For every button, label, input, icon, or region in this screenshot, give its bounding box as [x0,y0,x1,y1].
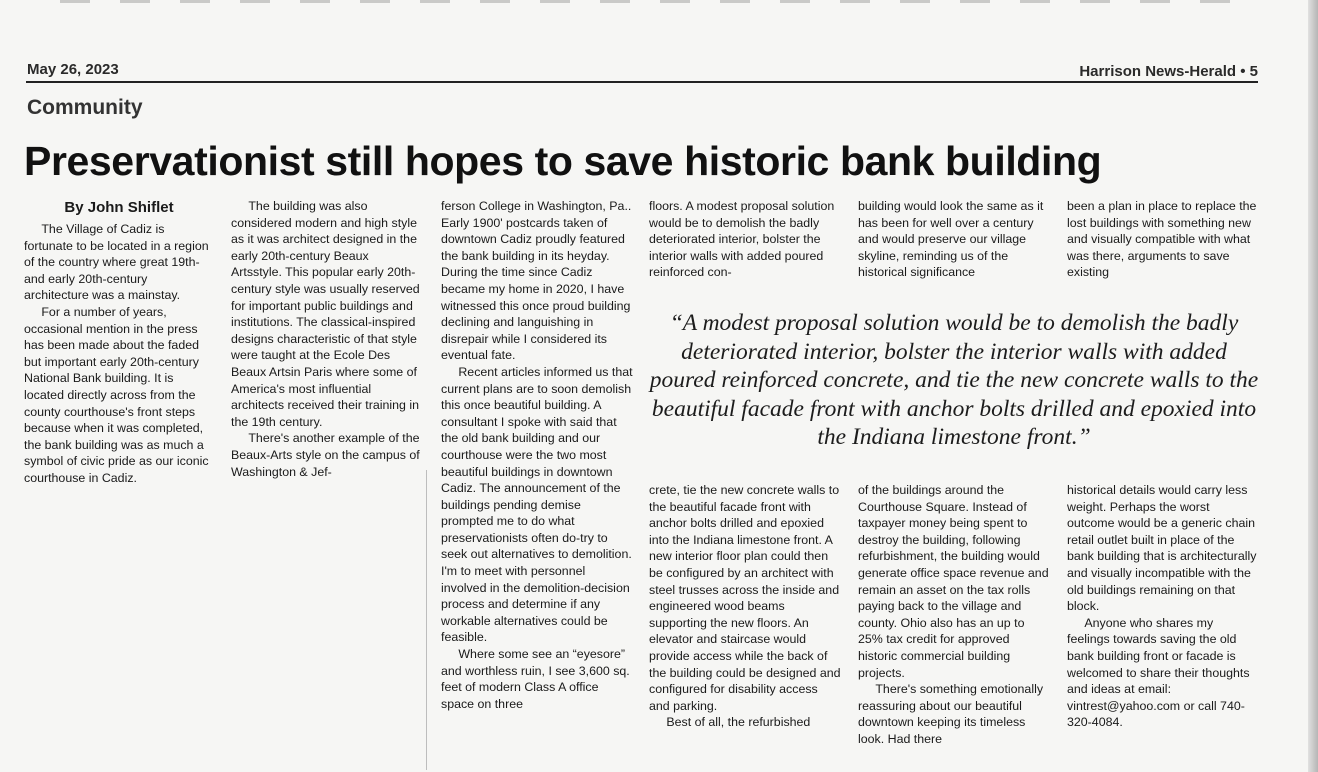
section-label: Community [27,96,143,119]
scan-right-edge [1308,0,1318,772]
publication-name: Harrison News-Herald • 5 [1079,63,1258,80]
paragraph: The building was also considered modern and high style as it was architect designed in the early 20th-century Beaux Artsstyle. This popular early 20th-century style was usually reserved for important public buildings and institutions. The classical-inspired designs characteristic of that style were taught at the Ecole Des Beaux Artsin Paris where some of America's most influential architects received their training in the 19th century. [231,199,420,429]
paragraph: been a plan in place to replace the lost buildings with something new and visually compatible with what was there, arguments to save existing [1067,199,1257,280]
paragraph: There's another example of the Beaux-Arts style on the campus of Washington & Jef- [231,431,420,479]
article-column-1 [24,198,214,518]
article-column-6-bottom [1067,482,1259,750]
pull-quote: “A modest proposal solution would be to demolish the badly deteriorated interior, bolster the interior walls with added poured reinforced concrete, and tie the new concrete walls to the beautiful facade front with anchor bolts drilled and epoxied into the Indiana limestone front.” [649,310,1259,450]
paragraph: Recent articles informed us that current plans are to soon demolish this once beautiful building. A consultant I spoke with said that the old bank building and our courthouse were the two most beautiful buildings in downtown Cadiz. The announcement of the buildings pending demise prompted me to do what preservationists often do-try to seek out alternatives to demolition. I'm to meet with personnel involved in the demolition-decision process and determine if any workable alternatives could be feasible. [441,364,633,645]
article-column-4-bottom [649,482,841,750]
paragraph: of the buildings around the Courthouse Square. Instead of taxpayer money being spent to destroy the building, following refurbishment, the building would generate office space revenue and remain an asset on the tax rolls paying back to the village and county. Ohio also has an up to 25% tax credit for approved historic commercial building projects. [858,483,1049,680]
article-column-5-bottom [858,482,1050,750]
article-column-4-top [649,198,839,288]
paragraph: ferson College in Washington, Pa.. Early 1900' postcards taken of downtown Cadiz proudly featured the bank building in its heyday. During the time since Cadiz became my home in 2020, I have witnessed this once proud building declining and languishing in disrepair while I considered its eventual fate. [441,199,632,363]
article-column-3 [441,198,633,750]
article-column-2 [231,198,421,498]
paragraph: Anyone who shares my feelings towards saving the old bank building front or facade is welcomed to share their thoughts and ideas at email: vintrest@yahoo.com or call 740-320-4084. [1067,615,1250,730]
byline: By John Shiflet [64,199,174,216]
paragraph: historical details would carry less weight. Perhaps the worst outcome would be a generic chain retail outlet built in place of the bank building that is architecturally and visually incompatible with the old buildings remaining on that block. [1067,483,1257,614]
article-column-5-top [858,198,1050,288]
headline: Preservationist still hopes to save historic bank building [24,138,1102,184]
paragraph: Where some see an “eyesore” and worthless ruin, I see 3,600 sq. feet of modern Class A office space on three [441,647,630,711]
scan-edge-noise [60,0,1260,3]
paragraph: floors. A modest proposal solution would be to demolish the badly deteriorated interior, bolster the interior walls with added poured reinforced con- [649,199,835,280]
article-column-6-top [1067,198,1259,288]
header-rule [26,81,1258,83]
paragraph: The Village of Cadiz is fortunate to be located in a region of the country where great 19th- and early 20th-century architecture was a mainstay. [24,222,209,303]
paragraph: For a number of years, occasional mention in the press has been made about the faded but important early 20th-century National Bank building. It is located directly across from the county courthouse's front steps because when it was completed, the bank building was as much a symbol of civic pride as our iconic courthouse in Cadiz. [24,304,209,485]
paragraph: There's something emotionally reassuring about our beautiful downtown keeping its timeless look. Had there [858,682,1044,746]
paragraph: Best of all, the refurbished [666,715,811,730]
paragraph: building would look the same as it has been for well over a century and would preserve our village skyline, reminding us of the historical significance [858,199,1044,280]
paragraph: crete, tie the new concrete walls to the beautiful facade front with anchor bolts drilled and epoxied into the Indiana limestone front. A new interior floor plan could then be configured by an architect with steel trusses across the inside and engineered wood beams supporting the new floors. An elevator and staircase would provide access while the back of the building could be designed and configured for disability access and parking. [649,483,841,713]
issue-date: May 26, 2023 [27,61,119,78]
column-divider [426,470,427,770]
